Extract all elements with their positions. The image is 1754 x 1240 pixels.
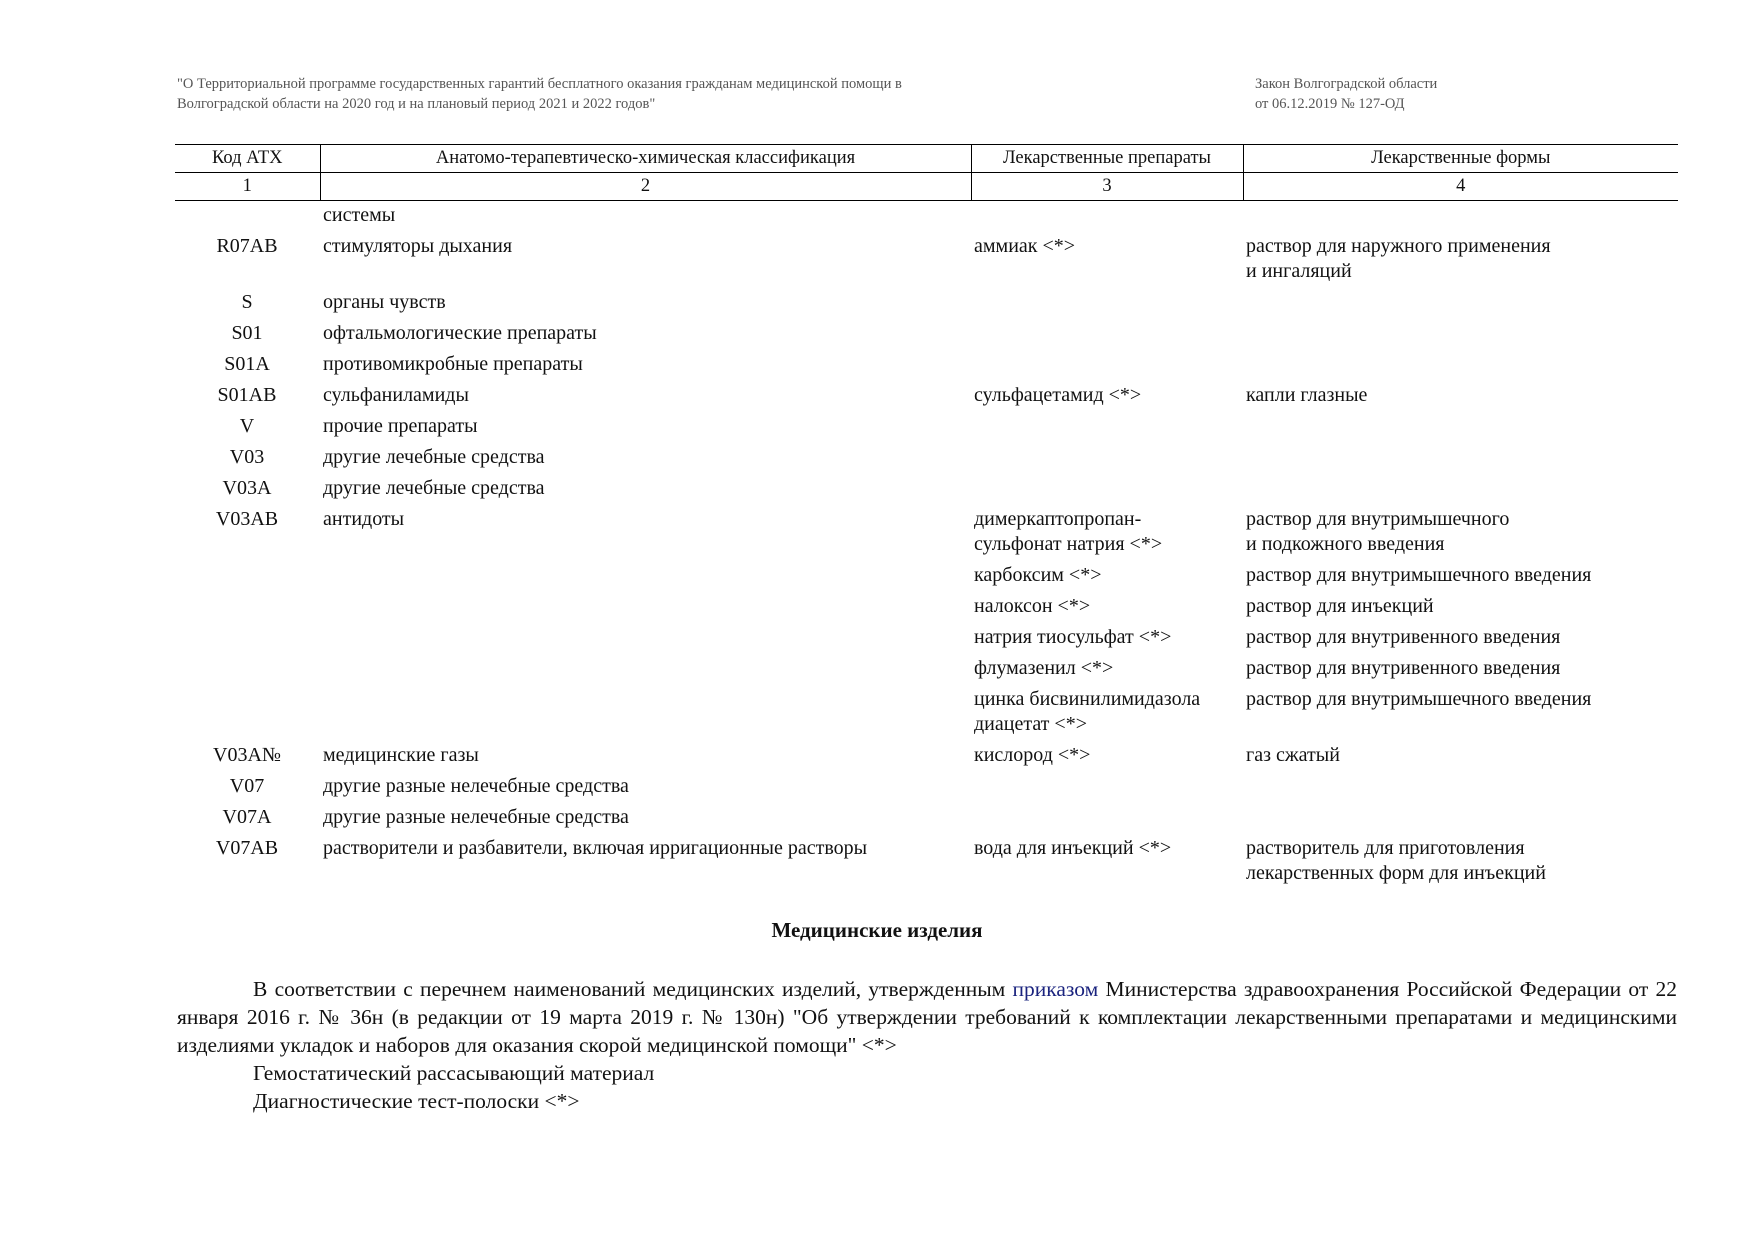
section-paragraph xyxy=(177,975,1677,1059)
row-form: раствор для внутримышечного и подкожного введения xyxy=(1246,508,1510,555)
atx-table xyxy=(175,144,1678,889)
row-drug: вода для инъекций <*> xyxy=(974,837,1172,859)
row-code xyxy=(175,201,320,232)
row-drug xyxy=(971,411,1243,442)
order-link[interactable]: приказом xyxy=(1012,977,1099,1001)
row-form xyxy=(1243,201,1678,232)
row-drug: цинка бисвинилимидазола диацетат <*> xyxy=(974,688,1201,735)
column-number-3: 3 xyxy=(971,173,1243,201)
column-number-2: 2 xyxy=(320,173,971,201)
row-code: V07 xyxy=(229,775,265,797)
row-drug xyxy=(971,201,1243,232)
row-classification: другие лечебные средства xyxy=(323,446,545,468)
row-code xyxy=(175,622,320,653)
row-code xyxy=(175,684,320,740)
row-code: V03A№ xyxy=(213,744,281,766)
document-header-title xyxy=(177,74,1057,114)
row-drug: кислород <*> xyxy=(974,744,1091,766)
table-row xyxy=(175,833,1678,889)
row-form: раствор для наружного применения и ингаляций xyxy=(1246,235,1551,282)
row-form xyxy=(1243,771,1678,802)
row-classification: другие лечебные средства xyxy=(323,477,545,499)
table-row xyxy=(175,653,1678,684)
row-classification: противомикробные препараты xyxy=(323,353,583,375)
row-drug: карбоксим <*> xyxy=(974,564,1102,586)
row-classification: прочие препараты xyxy=(323,415,478,437)
row-form: растворитель для приготовления лекарственных форм для инъекций xyxy=(1246,837,1546,884)
row-drug: аммиак <*> xyxy=(974,235,1076,257)
section-title: Медицинские изделия xyxy=(771,918,983,942)
column-number-1: 1 xyxy=(175,173,320,201)
row-drug: димеркаптопропан- сульфонат натрия <*> xyxy=(974,508,1163,555)
row-classification: системы xyxy=(323,204,396,226)
table-row xyxy=(175,201,1678,232)
row-classification xyxy=(320,591,971,622)
row-code: V03 xyxy=(229,446,265,468)
header-right-line2: от 06.12.2019 № 127-ОД xyxy=(1255,96,1405,112)
header-left-line2: Волгоградской области на 2020 год и на плановый период 2021 и 2022 годов" xyxy=(177,96,656,112)
section-body xyxy=(177,975,1677,1115)
table-row xyxy=(175,560,1678,591)
row-form: газ сжатый xyxy=(1246,744,1340,766)
row-code: V03A xyxy=(222,477,272,499)
column-header-code: Код АТХ xyxy=(175,145,320,173)
row-classification: другие разные нелечебные средства xyxy=(323,775,629,797)
table-row xyxy=(175,231,1678,287)
table-row xyxy=(175,771,1678,802)
row-code: V07A xyxy=(222,806,272,828)
row-code: S xyxy=(241,291,253,313)
row-drug xyxy=(971,318,1243,349)
row-classification xyxy=(320,622,971,653)
row-classification: сульфаниламиды xyxy=(323,384,469,406)
table-row xyxy=(175,349,1678,380)
row-drug: натрия тиосульфат <*> xyxy=(974,626,1172,648)
list-item: Гемостатический рассасывающий материал xyxy=(253,1061,655,1085)
row-form: раствор для внутримышечного введения xyxy=(1246,564,1592,586)
row-form xyxy=(1243,473,1678,504)
row-form: раствор для инъекций xyxy=(1246,595,1434,617)
row-classification: медицинские газы xyxy=(323,744,479,766)
row-drug xyxy=(971,442,1243,473)
row-form xyxy=(1243,318,1678,349)
table-row xyxy=(175,504,1678,560)
row-form xyxy=(1243,287,1678,318)
table-number-row xyxy=(175,173,1678,201)
table-row xyxy=(175,740,1678,771)
paragraph-text-before: В соответствии с перечнем наименований медицинских изделий, утвержденным xyxy=(253,977,1013,1001)
table-row xyxy=(175,318,1678,349)
table-row xyxy=(175,591,1678,622)
row-classification: растворители и разбавители, включая ирригационные растворы xyxy=(323,837,868,859)
row-drug xyxy=(971,287,1243,318)
row-drug: налоксон <*> xyxy=(974,595,1091,617)
table-row xyxy=(175,622,1678,653)
row-classification: стимуляторы дыхания xyxy=(323,235,513,257)
row-code: V07AB xyxy=(215,837,279,859)
column-header-classification: Анатомо-терапевтическо-химическая классификация xyxy=(320,145,971,173)
row-classification xyxy=(320,560,971,591)
table-body xyxy=(175,201,1678,890)
row-classification: органы чувств xyxy=(323,291,446,313)
column-header-drugs: Лекарственные препараты xyxy=(971,145,1243,173)
row-drug: флумазенил <*> xyxy=(974,657,1114,679)
row-code: S01A xyxy=(224,353,270,375)
row-form: раствор для внутривенного введения xyxy=(1246,657,1561,679)
row-code: S01AB xyxy=(217,384,277,406)
table-row xyxy=(175,684,1678,740)
table-row xyxy=(175,287,1678,318)
row-form xyxy=(1243,349,1678,380)
column-number-4: 4 xyxy=(1243,173,1678,201)
row-classification: антидоты xyxy=(323,508,405,530)
row-form: раствор для внутривенного введения xyxy=(1246,626,1561,648)
table-row xyxy=(175,473,1678,504)
table-header-row xyxy=(175,145,1678,173)
row-form xyxy=(1243,442,1678,473)
row-code: V03AB xyxy=(215,508,279,530)
row-code xyxy=(175,591,320,622)
list-item: Диагностические тест-полоски <*> xyxy=(253,1089,580,1113)
table-row xyxy=(175,442,1678,473)
row-code: S01 xyxy=(231,322,263,344)
row-drug: сульфацетамид <*> xyxy=(974,384,1142,406)
row-code xyxy=(175,653,320,684)
row-form: раствор для внутримышечного введения xyxy=(1246,688,1592,710)
header-right-line1: Закон Волгоградской области xyxy=(1255,76,1438,92)
row-classification: офтальмологические препараты xyxy=(323,322,597,344)
document-header-law xyxy=(1255,74,1595,114)
header-left-line1: "О Территориальной программе государственных гарантий бесплатного оказания гражданам медицинской помощи в xyxy=(177,76,902,92)
table-row xyxy=(175,802,1678,833)
column-header-forms: Лекарственные формы xyxy=(1243,145,1678,173)
row-form xyxy=(1243,802,1678,833)
table-row xyxy=(175,380,1678,411)
row-drug xyxy=(971,771,1243,802)
table-row xyxy=(175,411,1678,442)
row-form: капли глазные xyxy=(1246,384,1368,406)
row-code: R07AB xyxy=(216,235,278,257)
paragraph-text-after: Министерства здравоохранения Российской Федерации от 22 января 2016 г. № 36н (в редакции от 19 марта 2019 г. № 130н) "Об утверждении требований к комплектации лекарственными препаратами и медицинскими изделиями укладок и наборов для оказания скорой медицинской помощи" <*> xyxy=(177,977,1677,1057)
row-drug xyxy=(971,802,1243,833)
row-drug xyxy=(971,473,1243,504)
row-classification xyxy=(320,684,971,740)
row-drug xyxy=(971,349,1243,380)
row-classification xyxy=(320,653,971,684)
row-classification: другие разные нелечебные средства xyxy=(323,806,629,828)
row-code: V xyxy=(239,415,255,437)
row-form xyxy=(1243,411,1678,442)
row-code xyxy=(175,560,320,591)
